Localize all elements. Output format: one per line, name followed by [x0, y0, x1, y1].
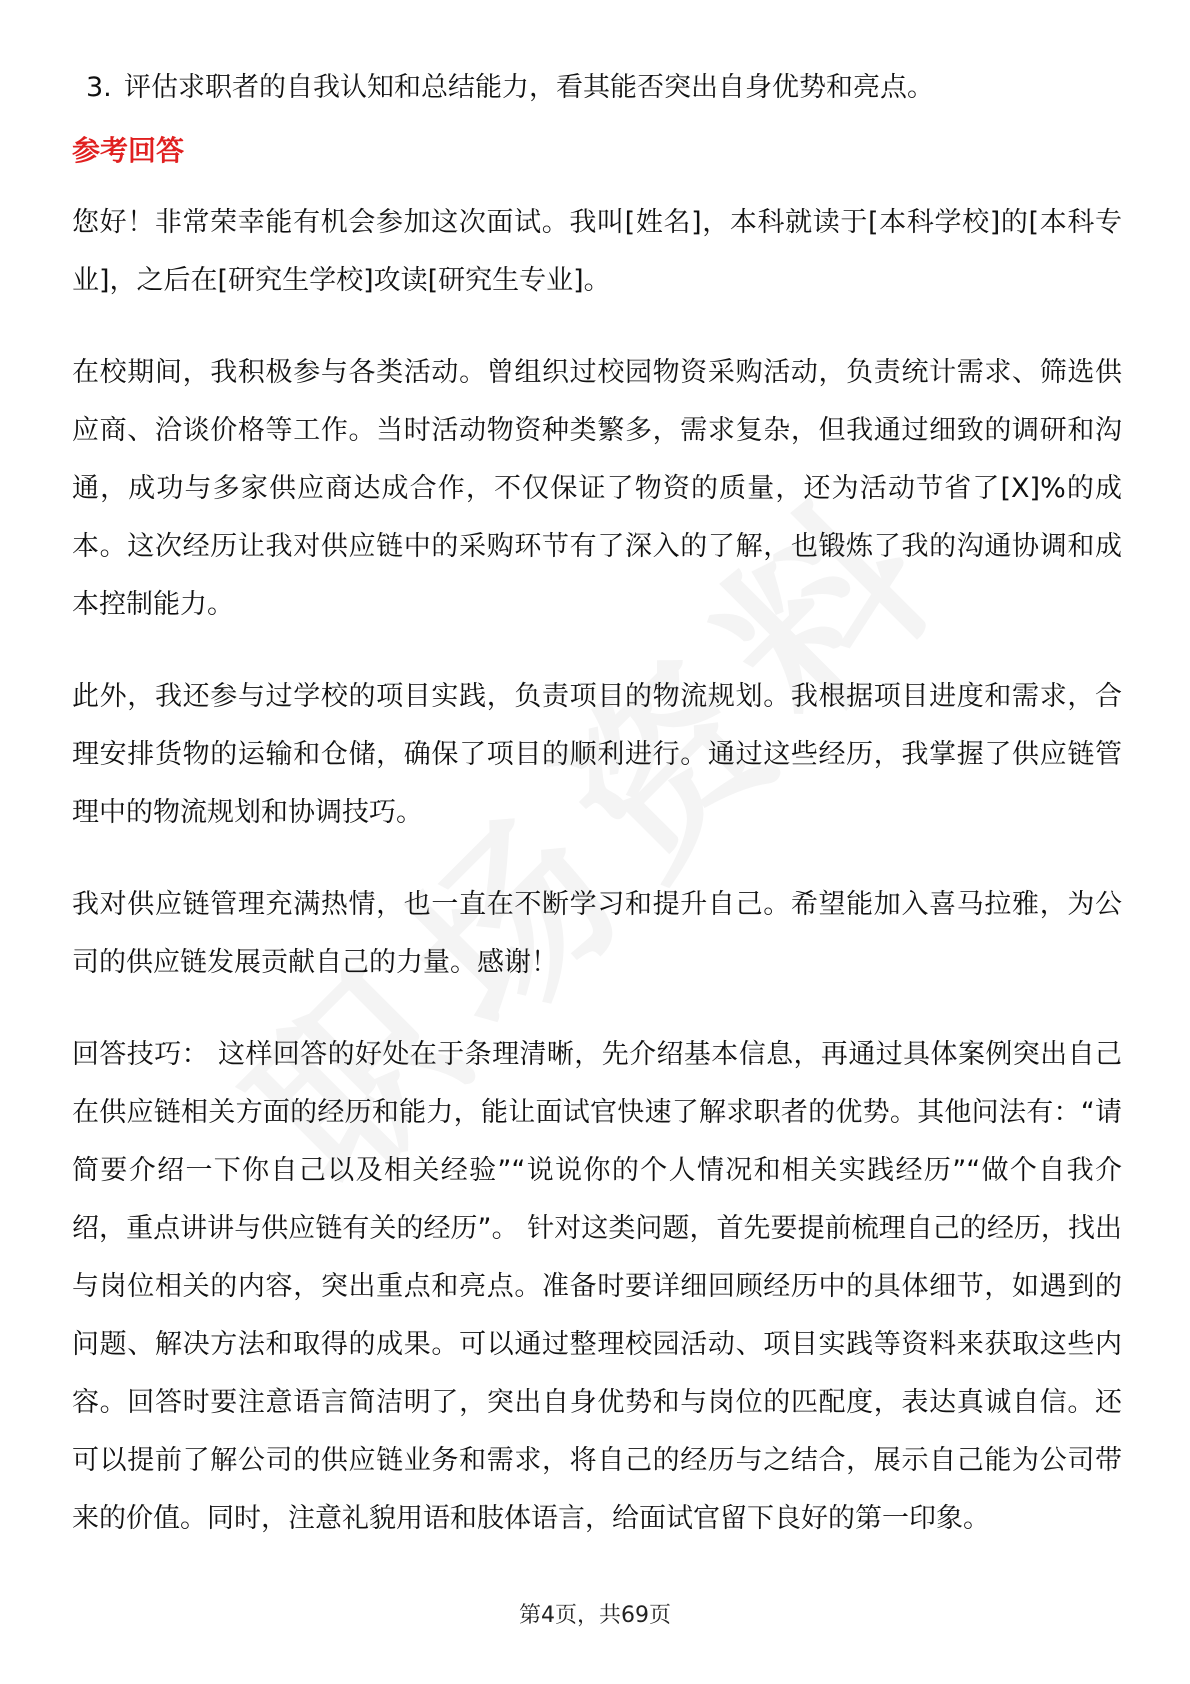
- paragraph-answer-tips: 回答技巧： 这样回答的好处在于条理清晰，先介绍基本信息，再通过具体案例突出自己在供应链相关方面的经历和能力，能让面试官快速了解求职者的优势。其他问法有：“请简要介绍一下你自己以及相关经验”“说说你的个人情况和相关实践经历”“做个自我介绍，重点讲讲与供应链有关的经历”。 针对这类问题，首先要提前梳理自己的经历，找出与岗位相关的内容，突出重点和亮点。准备时要详细回顾经历中的具体细节，如遇到的问题、解决方法和取得的成果。可以通过整理校园活动、项目实践等资料来获取这些内容。回答时要注意语言简洁明了，突出自身优势和与岗位的匹配度，表达真诚自信。还可以提前了解公司的供应链业务和需求，将自己的经历与之结合，展示自己能为公司带来的价值。同时，注意礼貌用语和肢体语言，给面试官留下良好的第一印象。: [72, 1039, 1122, 1534]
- paragraph-greeting: 您好！非常荣幸能有机会参加这次面试。我叫[姓名]，本科就读于[本科学校]的[本科专业]，之后在[研究生学校]攻读[研究生专业]。: [72, 207, 1122, 296]
- list-item-number: 3.: [86, 72, 112, 103]
- section-title: 参考回答: [72, 134, 185, 167]
- list-item-text: 评估求职者的自我认知和总结能力，看其能否突出自身优势和亮点。: [124, 72, 934, 103]
- page-content: [72, 60, 1122, 1582]
- page-footer: 第4页，共69页: [519, 1603, 671, 1628]
- list-item: [86, 60, 1122, 116]
- paragraph-closing: 我对供应链管理充满热情，也一直在不断学习和提升自己。希望能加入喜马拉雅，为公司的供应链发展贡献自己的力量。感谢！: [72, 889, 1122, 978]
- paragraph-campus-experience: 在校期间，我积极参与各类活动。曾组织过校园物资采购活动，负责统计需求、筛选供应商、洽谈价格等工作。当时活动物资种类繁多，需求复杂，但我通过细致的调研和沟通，成功与多家供应商达成合作，不仅保证了物资的质量，还为活动节省了[X]%的成本。这次经历让我对供应链中的采购环节有了深入的了解，也锻炼了我的沟通协调和成本控制能力。: [72, 357, 1122, 620]
- paragraph-project-practice: 此外，我还参与过学校的项目实践，负责项目的物流规划。我根据项目进度和需求，合理安排货物的运输和仓储，确保了项目的顺利进行。通过这些经历，我掌握了供应链管理中的物流规划和协调技巧。: [72, 681, 1122, 828]
